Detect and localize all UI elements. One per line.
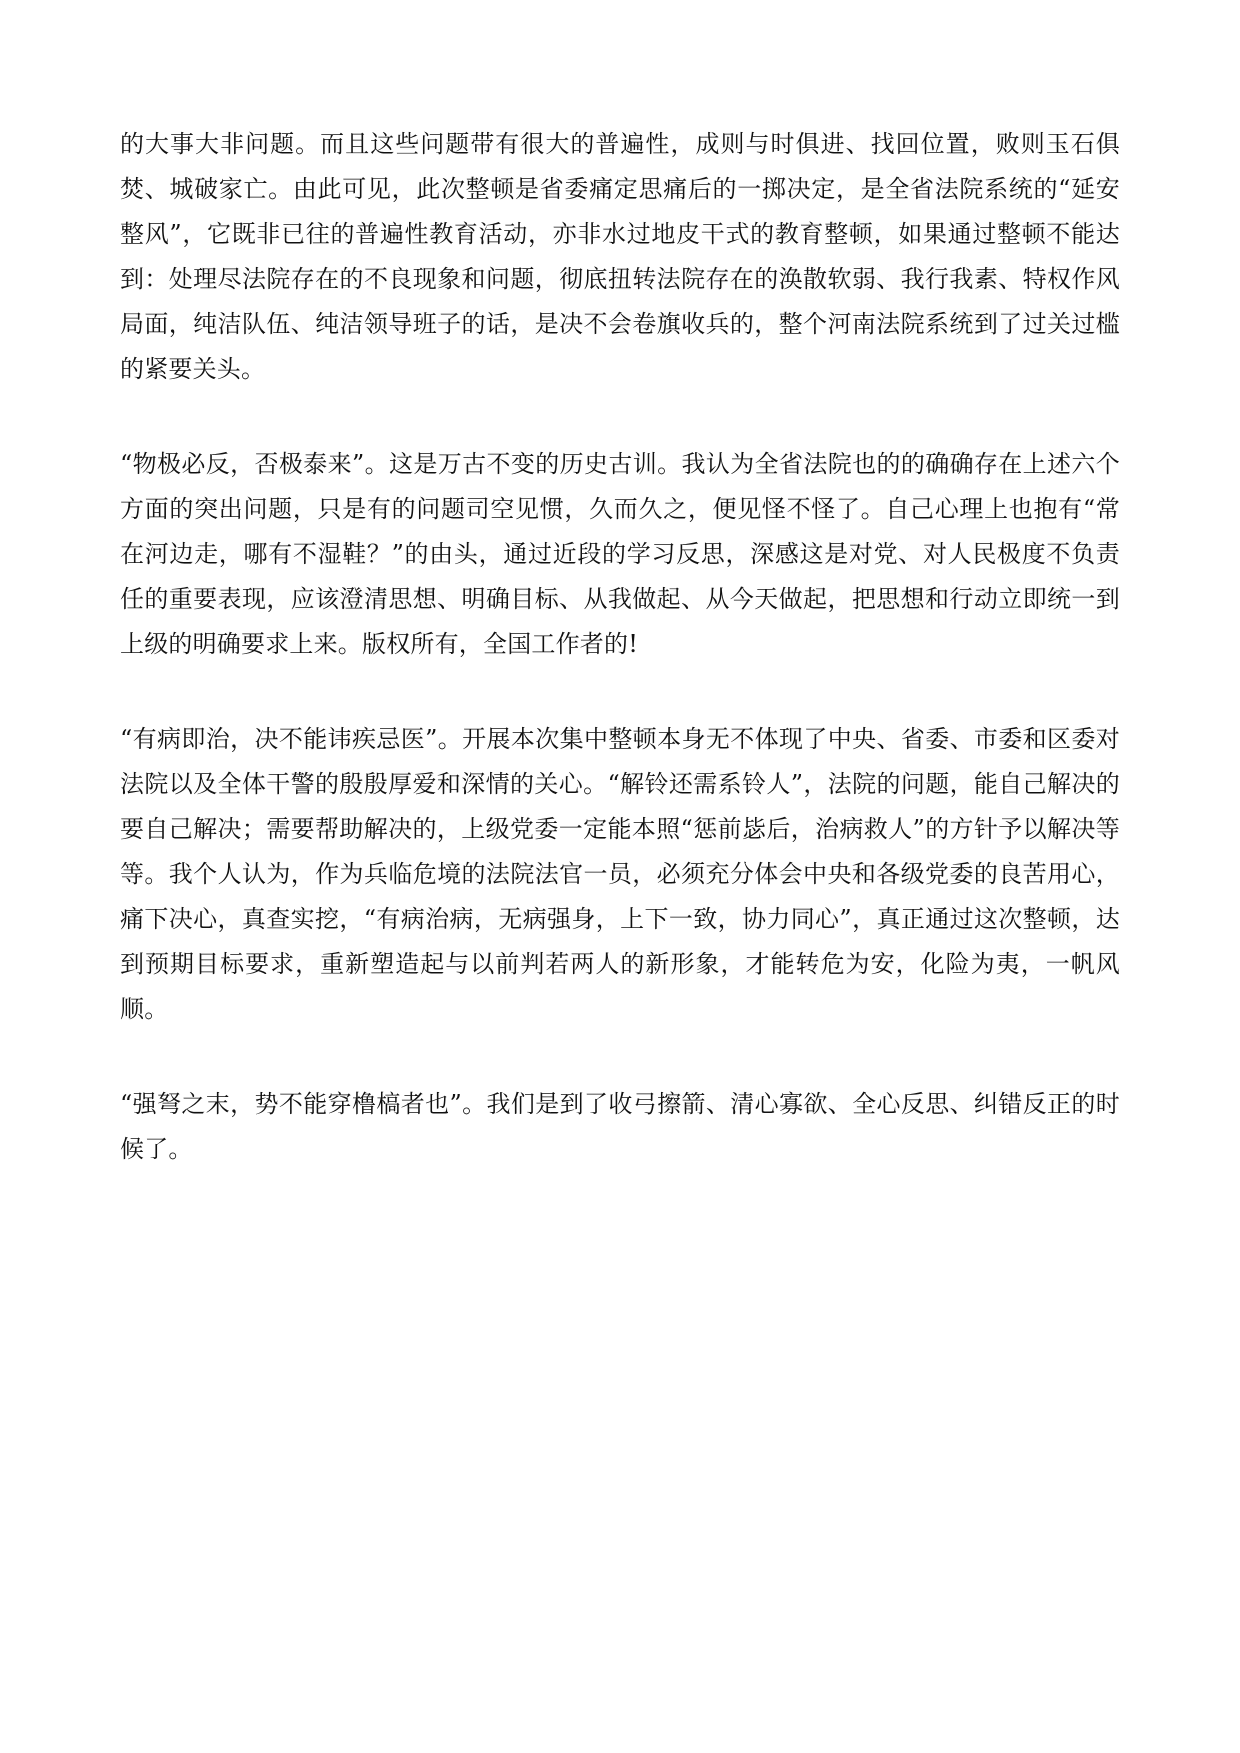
paragraph-2: “物极必反，否极泰来”。这是万古不变的历史古训。我认为全省法院也的的确确存在上述六个方面的突出问题，只是有的问题司空见惯，久而久之，便见怪不怪了。自己心理上也抱有“常在河边走，哪有不湿鞋？”的由头，通过近段的学习反思，深感这是对党、对人民极度不负责任的重要表现，应该澄清思想、明确目标、从我做起、从今天做起，把思想和行动立即统一到上级的明确要求上来。版权所有，全国工作者的! [120,450,1120,658]
paragraph-3: “有病即治，决不能讳疾忌医”。开展本次集中整顿本身无不体现了中央、省委、市委和区委对法院以及全体干警的殷殷厚爱和深情的关心。“解铃还需系铃人”，法院的问题，能自己解决的要自己解决；需要帮助解决的，上级党委一定能本照“惩前毖后，治病救人”的方针予以解决等等。我个人认为，作为兵临危境的法院法官一员，必须充分体会中央和各级党委的良苦用心，痛下决心，真查实挖，“有病治病，无病强身，上下一致，协力同心”，真正通过这次整顿，达到预期目标要求，重新塑造起与以前判若两人的新形象，才能转危为安，化险为夷，一帆风顺。 [120,725,1120,1023]
paragraph-4: “强弩之末，势不能穿橹槁者也”。我们是到了收弓擦箭、清心寡欲、全心反思、纠错反正的时候了。 [120,1090,1120,1163]
paragraph-1: 的大事大非问题。而且这些问题带有很大的普遍性，成则与时俱进、找回位置，败则玉石俱焚、城破家亡。由此可见，此次整顿是省委痛定思痛后的一掷决定，是全省法院系统的“延安整风”，它既非已往的普遍性教育活动，亦非水过地皮干式的教育整顿，如果通过整顿不能达到：处理尽法院存在的不良现象和问题，彻底扭转法院存在的涣散软弱、我行我素、特权作风局面，纯洁队伍、纯洁领导班子的话，是决不会卷旗收兵的，整个河南法院系统到了过关过槛的紧要关头。 [120,130,1120,383]
document-body [120,122,1120,1222]
